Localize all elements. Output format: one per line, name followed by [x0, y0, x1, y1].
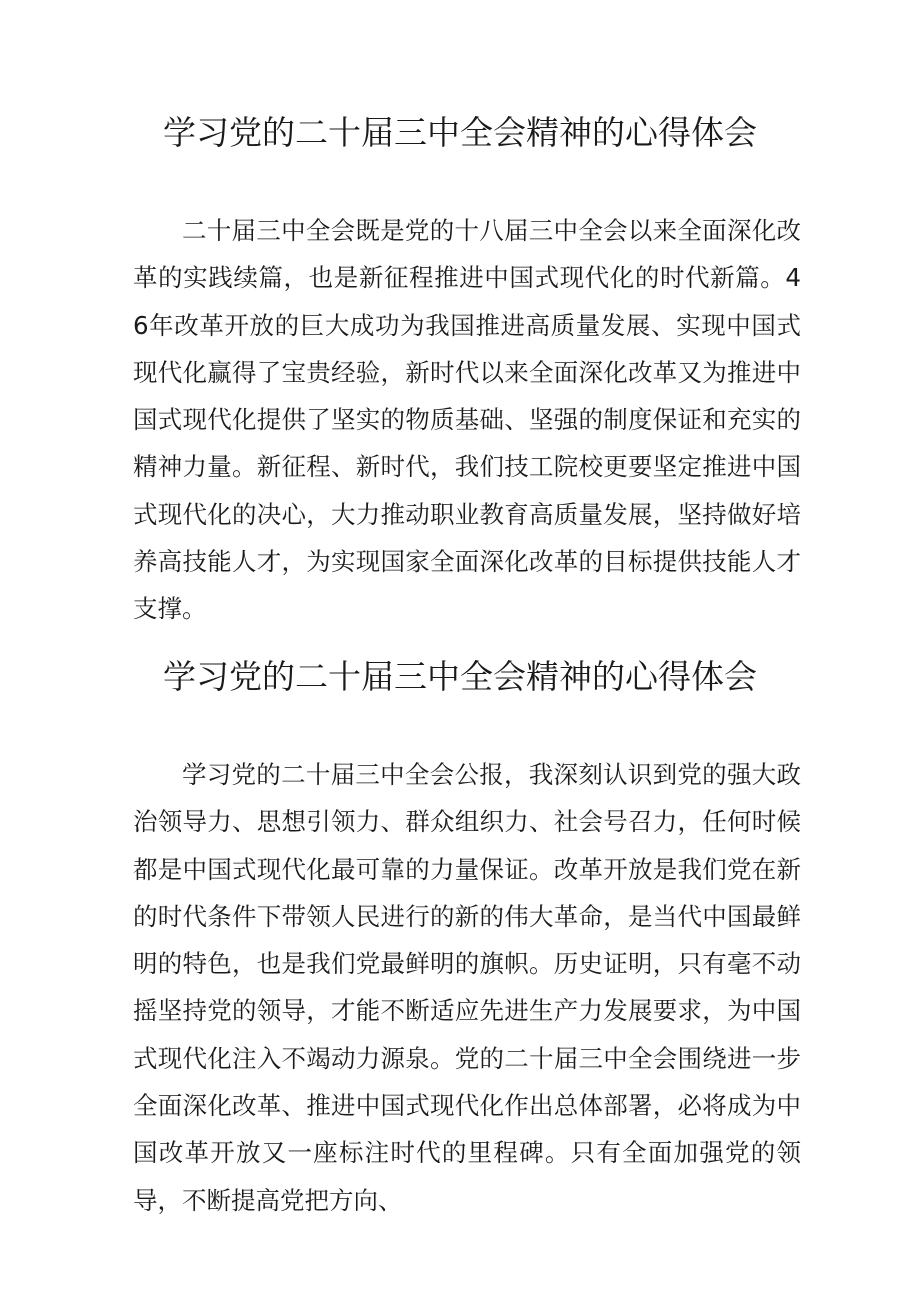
section-title-2: 学习党的二十届三中全会精神的心得体会	[163, 657, 757, 696]
section-paragraph-1: 二十届三中全会既是党的十八届三中全会以来全面深化改革的实践续篇，也是新征程推进中国式现代化的时代新篇。46年改革开放的巨大成功为我国推进高质量发展、实现中国式现代化赢得了宝贵经验，新时代以来全面深化改革又为推进中国式现代化提供了坚实的物质基础、坚强的制度保证和充实的精神力量。新征程、新时代，我们技工院校更要坚定推进中国式现代化的决心，大力推动职业教育高质量发展，坚持做好培养高技能人才，为实现国家全面深化改革的目标提供技能人才支撑。	[133, 216, 801, 624]
section-title-1: 学习党的二十届三中全会精神的心得体会	[163, 113, 757, 152]
section-paragraph-2: 学习党的二十届三中全会公报，我深刻认识到党的强大政治领导力、思想引领力、群众组织力、社会号召力，任何时候都是中国式现代化最可靠的力量保证。改革开放是我们党在新的时代条件下带领人民进行的新的伟大革命，是当代中国最鲜明的特色，也是我们党最鲜明的旗帜。历史证明，只有毫不动摇坚持党的领导，才能不断适应先进生产力发展要求，为中国式现代化注入不竭动力源泉。党的二十届三中全会围绕进一步全面深化改革、推进中国式现代化作出总体部署，必将成为中国改革开放又一座标注时代的里程碑。只有全面加强党的领导，不断提高党把方向、	[133, 760, 801, 1215]
